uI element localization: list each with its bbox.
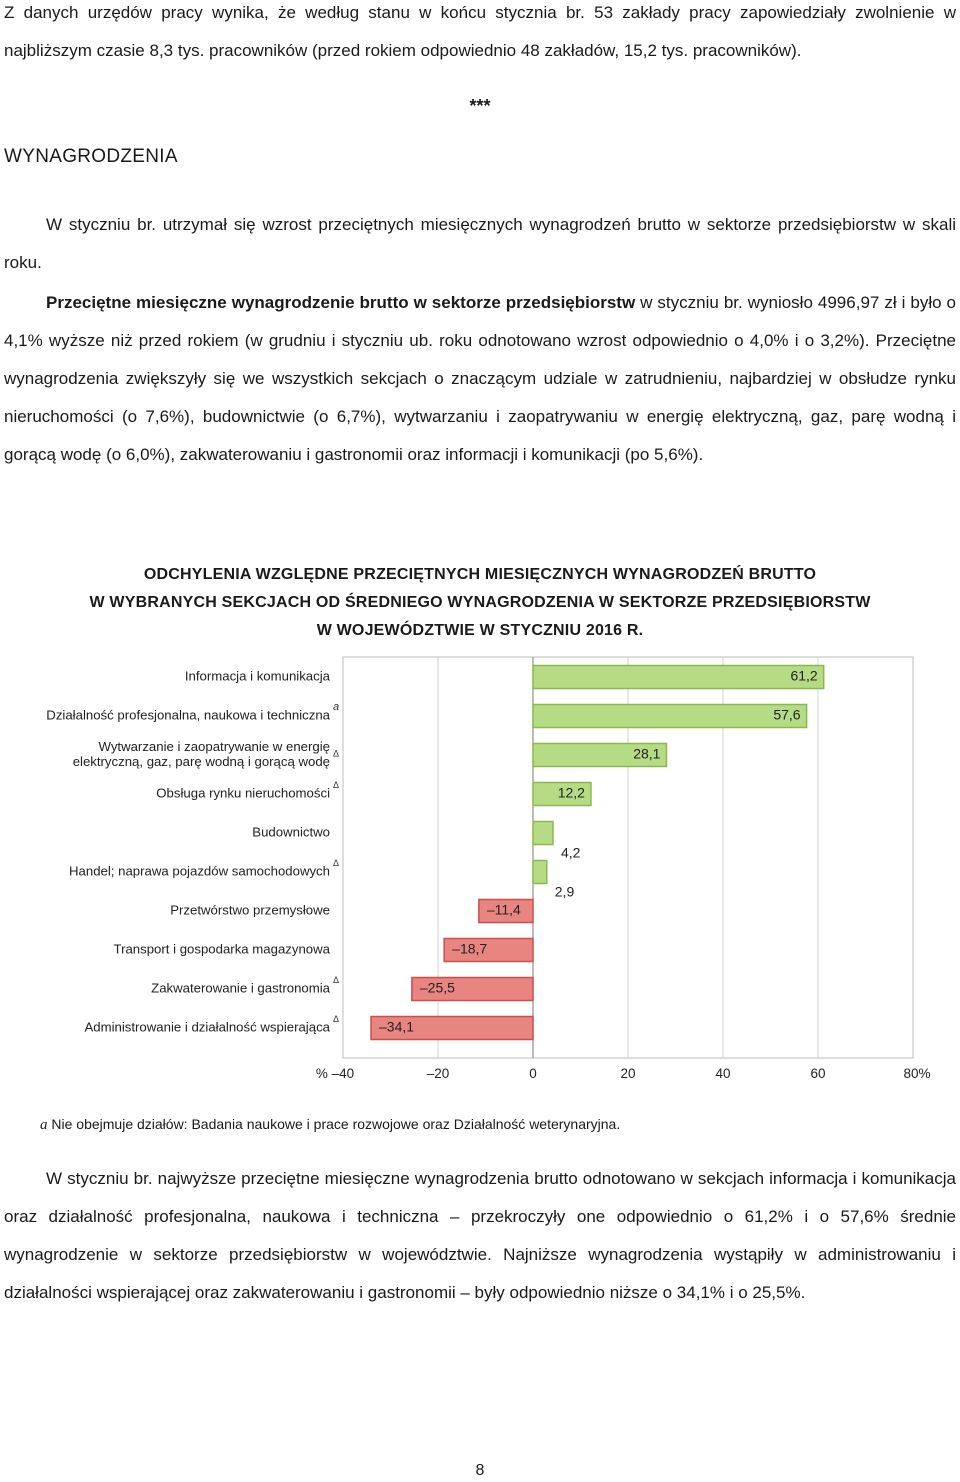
paragraph-layoffs: Z danych urzędów pracy wynika, że według stanu w końcu stycznia br. 53 zakłady pracy zapowiedziały zwolnienie w najbliższym czasie 8,3 tys. pracowników (przed rokiem odpowiednio 48 zakładów, 15,2 tys. pracowników). — [4, 3, 956, 60]
page-number: 8 — [475, 1462, 485, 1479]
chart-title-line-1: ODCHYLENIA WZGLĘDNE PRZECIĘTNYCH MIESIĘCZNYCH WYNAGRODZEŃ BRUTTO — [143, 566, 817, 583]
category-marker: a — [333, 701, 340, 713]
bar-value-label: –18,7 — [452, 940, 488, 957]
bar-value-label: 61,2 — [790, 667, 818, 684]
category-label: Działalność profesjonalna, naukowa i techniczna — [46, 707, 330, 723]
x-tick-label: 40 — [715, 1066, 731, 1081]
bar-value-label: 28,1 — [633, 745, 661, 762]
category-marker: Δ — [333, 858, 340, 868]
category-label: Wytwarzanie i zaopatrywanie w energię — [98, 738, 330, 754]
x-tick-label: 80% — [903, 1066, 931, 1081]
paragraph-average-wage — [4, 284, 956, 474]
category-marker: Δ — [333, 975, 340, 985]
x-tick-label: 20 — [620, 1066, 636, 1081]
category-label: Przetwórstwo przemysłowe — [170, 902, 330, 918]
bar-value-label: 4,2 — [560, 844, 581, 861]
chart-title-line-3: W WOJEWÓDZTWIE W STYCZNIU 2016 R. — [316, 622, 644, 639]
x-tick-label: 0 — [529, 1066, 537, 1081]
category-label: Obsługa rynku nieruchomości — [156, 785, 330, 801]
category-label: Informacja i komunikacja — [184, 668, 330, 684]
category-marker: Δ — [333, 1014, 340, 1024]
bar-value-label: 57,6 — [773, 706, 801, 723]
category-label: Administrowanie i działalność wspierająca — [84, 1019, 330, 1035]
category-label: Zakwaterowanie i gastronomia — [151, 980, 330, 996]
chart-footnote — [40, 1114, 620, 1135]
category-label: elektryczną, gaz, parę wodną i gorącą wodę — [72, 753, 330, 769]
paragraph-average-wage-bold: Przeciętne miesięczne wynagrodzenie brutto w sektorze przedsiębiorstw — [46, 293, 636, 312]
bar-value-label: 12,2 — [557, 784, 585, 801]
category-label: Transport i gospodarka magazynowa — [113, 941, 330, 957]
bar — [533, 861, 547, 884]
bar — [533, 705, 807, 728]
section-separator: *** — [469, 96, 491, 116]
paragraph-average-wage-rest: w styczniu br. wyniosło 4996,97 zł i było o 4,1% wyższe niż przed rokiem (w grudniu i styczniu ub. roku odnotowano wzrost odpowiednio o 4,0% i o 3,2%). Przeciętne wynagrodzenia zwiększyły się we wszystkich sekcjach o znaczącym udziale w zatrudnieniu, najbardziej w obsłudze rynku nieruchomości (o 7,6%), budownictwie (o 6,7%), wytwarzaniu i zaopatrywaniu w energię elektryczną, gaz, parę wodną i gorącą wodę (o 6,0%), zakwaterowaniu i gastronomii oraz informacji i komunikacji (po 5,6%). — [4, 293, 956, 464]
paragraph-highest-lowest: W styczniu br. najwyższe przeciętne miesięczne wynagrodzenia brutto odnotowano w sekcjach informacja i komunikacja oraz działalność profesjonalna, naukowa i techniczna – przekroczyły one odpowiednio o 61,2% i o 57,6% średnie wynagrodzenie w sektorze przedsiębiorstw w województwie. Najniższe wynagrodzenia wystąpiły w administrowaniu i działalności wspierającej oraz zakwaterowaniu i gastronomii – były odpowiednio niższe o 34,1% i o 25,5%. — [4, 1169, 956, 1302]
footnote-marker: a — [40, 1117, 48, 1133]
category-label: Budownictwo — [252, 824, 330, 840]
paragraph-wage-growth: W styczniu br. utrzymał się wzrost przeciętnych miesięcznych wynagrodzeń brutto w sektorze przedsiębiorstw w skali roku. — [4, 215, 956, 272]
bar-value-label: 2,9 — [554, 883, 575, 900]
bar-chart — [0, 650, 960, 1095]
chart-title — [0, 561, 960, 645]
bar-value-label: –34,1 — [379, 1018, 415, 1035]
x-tick-label: –20 — [426, 1066, 450, 1081]
bar — [533, 822, 553, 845]
category-marker: Δ — [333, 748, 340, 759]
bar-chart-svg — [0, 650, 960, 1095]
section-heading: WYNAGRODZENIA — [4, 146, 178, 167]
chart-title-line-2: W WYBRANYCH SEKCJACH OD ŚREDNIEGO WYNAGRODZENIA W SEKTORZE PRZEDSIĘBIORSTW — [89, 594, 871, 611]
x-tick-label: 60 — [810, 1066, 826, 1081]
category-label: Handel; naprawa pojazdów samochodowych — [69, 863, 330, 879]
bar-value-label: –25,5 — [419, 979, 455, 996]
x-tick-label: % –40 — [315, 1066, 355, 1081]
category-marker: Δ — [333, 780, 340, 790]
bar — [533, 666, 824, 689]
bar-value-label: –11,4 — [486, 901, 521, 918]
footnote-text: Nie obejmuje działów: Badania naukowe i prace rozwojowe oraz Działalność weterynaryjna. — [51, 1116, 621, 1132]
